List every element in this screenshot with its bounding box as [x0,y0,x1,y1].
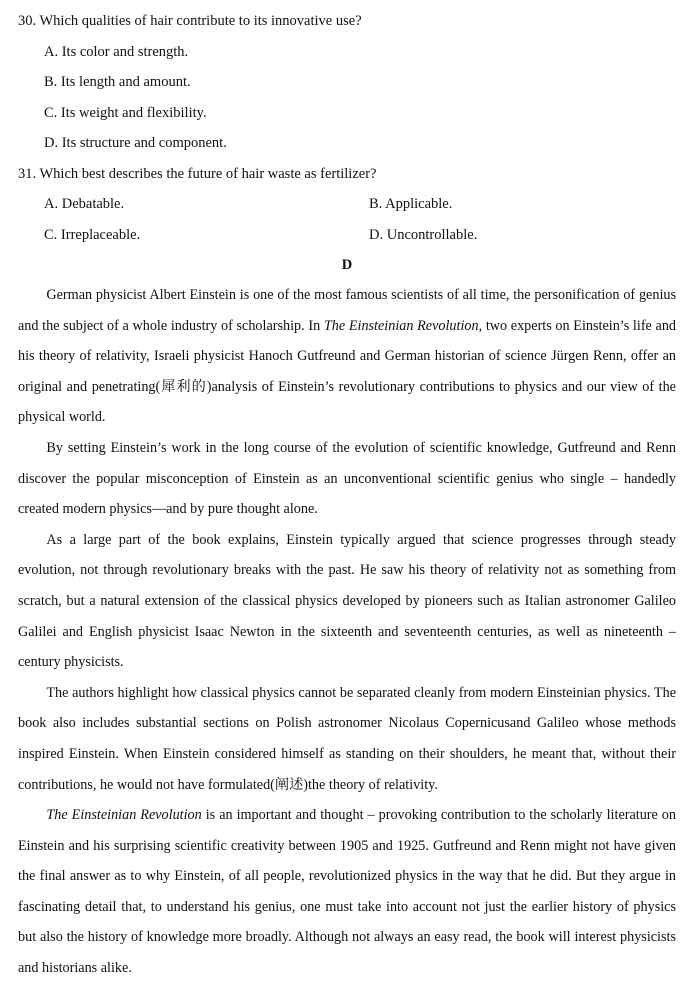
reading-passage [18,280,676,984]
passage-paragraph-5 [18,800,676,984]
passage-paragraph-1 [18,280,676,433]
question-31-option-b: B. Applicable. [369,196,453,212]
question-30-option-b: B. Its length and amount. [44,74,191,90]
book-title: The Einsteinian Revolution [323,317,479,334]
question-31 [18,159,676,251]
passage-paragraph-4: The authors highlight how classical physics cannot be separated cleanly from modern Einsteinian physics. The book also includes substantial sections on Polish astronomer Nicolaus Copernicusand Galileo whose methods inspired Einstein. When Einstein considered himself as standing on their shoulders, he meant that, without their contributions, he would not have formulated(阐述)the theory of relativity. [18,684,676,793]
passage-paragraph-2: By setting Einstein’s work in the long course of the evolution of scientific knowledge, Gutfreund and Renn discover the popular misconception of Einstein as an unconventional scientific genius who single – handedly created modern physics—and by pure thought alone. [18,439,676,518]
passage-paragraph-5-text: is an important and thought – provoking contribution to the scholarly literature on Einstein and his surprising scientific creativity between 1905 and 1925. Gutfreund and Renn might not have given the final answer as to why Einstein, of all people, revolutionized physics in the way that he did. But they argue in fascinating detail that, to understand his genius, one must take into account not just the earlier history of physics but also the history of knowledge more broadly. Although not always an easy read, the book will interest physicists and historians alike. [18,807,676,977]
question-31-options-row-2 [18,220,676,251]
book-title-repeat: The Einsteinian Revolution [46,807,202,824]
passage-paragraph-3: As a large part of the book explains, Einstein typically argued that science progresses through steady evolution, not through revolutionary breaks with the past. He saw his theory of relativity not as something from scratch, but a natural extension of the classical physics developed by pioneers such as Italian astronomer Galileo Galilei and English physicist Isaac Newton in the sixteenth and seventeenth centuries, as well as nineteenth – century physicists. [18,531,676,671]
question-30-option-d: D. Its structure and component. [44,135,227,151]
question-30-option-a: A. Its color and strength. [44,43,189,60]
question-31-option-d: D. Uncontrollable. [369,226,478,243]
question-31-option-c: C. Irreplaceable. [44,226,141,243]
question-31-options-row-1 [18,189,676,220]
question-30-option-c: C. Its weight and flexibility. [44,104,207,121]
question-30 [18,6,676,159]
question-31-stem: 31. Which best describes the future of hair waste as fertilizer? [18,165,377,182]
question-31-option-a: A. Debatable. [44,196,125,212]
section-heading: D [341,257,353,273]
passage-paragraph-1-text-a: German physicist Albert Einstein is one of the most famous scientists of all time, the personification of genius and the subject of a whole industry of scholarship. In [18,287,676,334]
passage-paragraph-1-text-b: , two experts on Einstein’s life and his theory of relativity, Israeli physicist Hanoch Gutfreund and German historian of science Jürgen Renn, offer an original and penetrating(犀利的)analysis of Einstein’s revolutionary contributions to physics and our view of the physical world. [18,317,677,426]
question-30-stem: 30. Which qualities of hair contribute to its innovative use? [18,13,362,29]
